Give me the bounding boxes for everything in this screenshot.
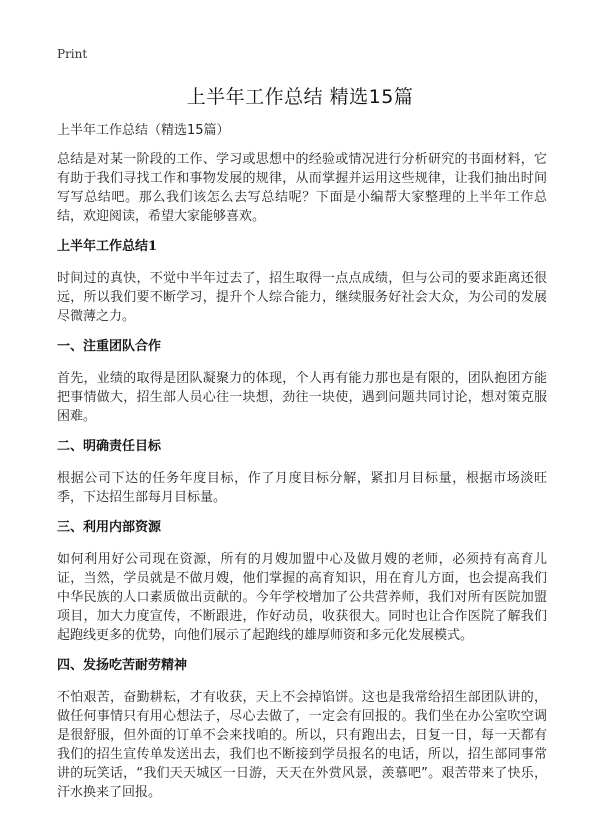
intro-paragraph: 总结是对某一阶段的工作、学习或思想中的经验或情况进行分析研究的书面材料，它有助于我们寻找工作和事物发展的规律，从而掌握并运用这些规律，让我们抽出时间写写总结吧。那么我们该怎么去写总结呢？下面是小编帮大家整理的上半年工作总结，欢迎阅读，希望大家能够喜欢。	[57, 152, 547, 224]
section-heading-4: 三、利用内部资源	[57, 520, 162, 535]
section-paragraph-1: 时间过的真快，不觉中半年过去了，招生取得一点点成绩，但与公司的要求距离还很远，所以我们要不断学习，提升个人综合能力，继续服务好社会大众，为公司的发展尽微薄之力。	[57, 271, 547, 324]
section-paragraph-4: 如何利用好公司现在资源，所有的月嫂加盟中心及做月嫂的老师，必须持有高育儿证，当然，学员就是不做月嫂，他们掌握的高育知识，用在育儿方面，也会提高我们中华民族的人口素质做出贡献的。今年学校增加了公共营养师，我们对所有医院加盟项目，加大力度宣传，不断跟进，作好动员，收获很大。同时也让合作医院了解我们起跑线更多的优势，向他们展示了起跑线的雄厚师资和多元化发展模式。	[57, 552, 547, 643]
section-heading-5: 四、发扬吃苦耐劳精神	[57, 658, 188, 673]
article-body	[57, 122, 547, 814]
section-paragraph-5: 不怕艰苦，奋勤耕耘，才有收获，天上不会掉馅饼。这也是我常给招生部团队讲的，做任何事情只有用心想法子，尽心去做了，一定会有回报的。我们坐在办公室吹空调是很舒服，但外面的订单不会来找咱的。所以，只有跑出去，日复一日，每一天都有我们的招生宣传单发送出去，我们也不断接到学员报名的电话，所以，招生部同事常讲的玩笑话，“我们天天城区一日游，天天在外赏风景，羡慕吧”。艰苦带来了快乐，汗水换来了回报。	[57, 690, 547, 800]
section-heading-2: 一、注重团队合作	[57, 339, 162, 354]
section-heading-3: 二、明确责任目标	[57, 439, 162, 454]
section-paragraph-2: 首先，业绩的取得是团队凝聚力的体现，个人再有能力那也是有限的，团队抱团方能把事情做大，招生部人员心往一块想，劲往一块使，遇到问题共同讨论，想对策克服困难。	[57, 371, 547, 424]
section-paragraph-3: 根据公司下达的任务年度目标，作了月度目标分解，紧扣月目标量，根据市场淡旺季，下达招生部每月目标量。	[57, 471, 547, 505]
page-title: 上半年工作总结 精选15篇	[186, 86, 414, 108]
article-subtitle: 上半年工作总结（精选15篇）	[57, 123, 230, 138]
print-link[interactable]: Print	[57, 47, 88, 61]
section-heading-1: 上半年工作总结1	[57, 239, 158, 254]
